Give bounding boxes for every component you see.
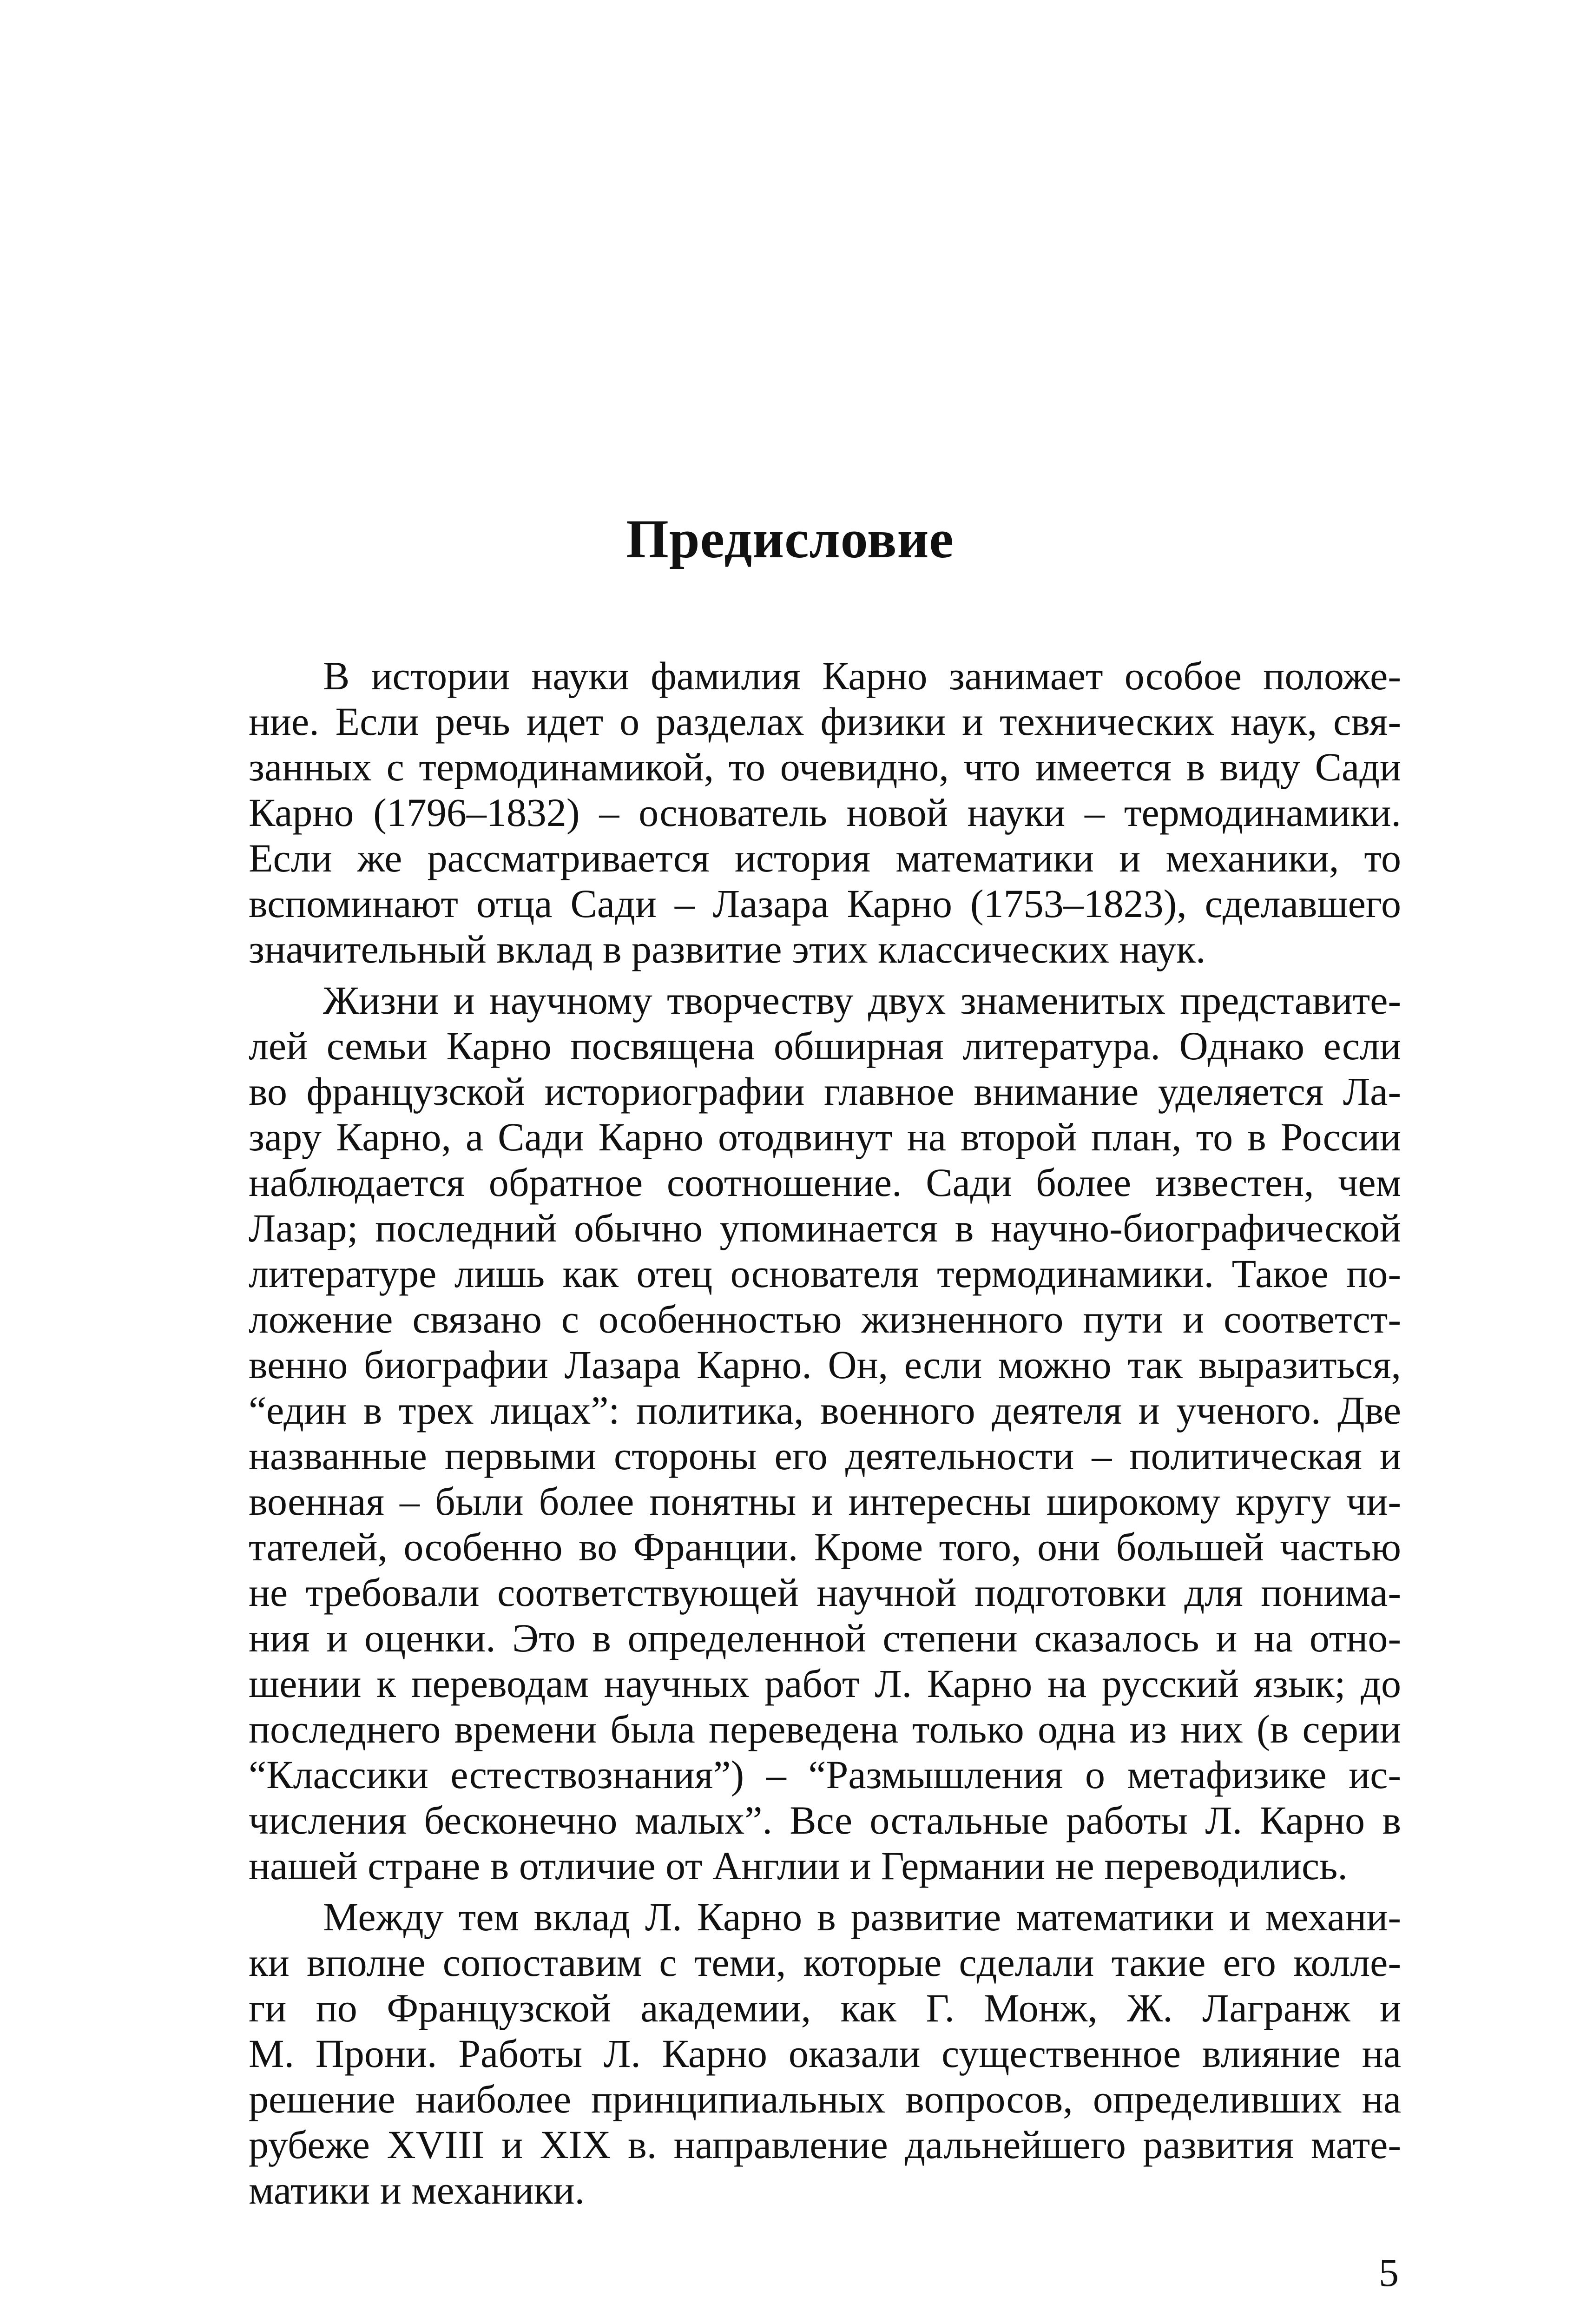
text-line: ки вполне сопоставим с теми, которые сделали такие его колле- bbox=[249, 1940, 1401, 1985]
text-line: зару Карно, а Сади Карно отодвинут на второй план, то в России bbox=[249, 1115, 1401, 1159]
text-line: числения бесконечно малых”. Все остальные работы Л. Карно в bbox=[249, 1798, 1401, 1842]
page-number: 5 bbox=[1379, 2250, 1399, 2295]
text-line: Между тем вклад Л. Карно в развитие математики и механи- bbox=[323, 1895, 1401, 1939]
text-line: во французской историографии главное внимание уделяется Ла- bbox=[249, 1069, 1401, 1114]
text-line: решение наиболее принципиальных вопросов, определивших на bbox=[249, 2077, 1401, 2121]
text-line: ния и оценки. Это в определенной степени сказалось и на отно- bbox=[249, 1616, 1401, 1660]
body-text bbox=[249, 653, 1401, 2218]
paragraph bbox=[249, 977, 1401, 1888]
text-line: лей семьи Карно посвящена обширная литература. Однако если bbox=[249, 1023, 1401, 1068]
text-line: наблюдается обратное соотношение. Сади более известен, чем bbox=[249, 1160, 1401, 1205]
text-line: нашей стране в отличие от Англии и Германии не переводились. bbox=[249, 1843, 1348, 1888]
text-line: В истории науки фамилия Карно занимает особое положе- bbox=[323, 654, 1401, 698]
text-line: названные первыми стороны его деятельности – политическая и bbox=[249, 1433, 1401, 1478]
text-line: последнего времени была переведена только одна из них (в серии bbox=[249, 1707, 1401, 1751]
text-line: ложение связано с особенностью жизненного пути и соответст- bbox=[249, 1297, 1401, 1341]
paragraph bbox=[249, 1894, 1401, 2213]
text-line: тателей, особенно во Франции. Кроме того, они большей частью bbox=[249, 1525, 1401, 1569]
text-line: шении к переводам научных работ Л. Карно на русский язык; до bbox=[249, 1661, 1401, 1706]
text-line: Карно (1796–1832) – основатель новой науки – термодинамики. bbox=[249, 790, 1401, 835]
text-line: М. Прони. Работы Л. Карно оказали существенное влияние на bbox=[249, 2031, 1401, 2076]
paragraph bbox=[249, 653, 1401, 972]
text-line: Лазар; последний обычно упоминается в научно-биографической bbox=[249, 1206, 1401, 1250]
text-line: “един в трех лицах”: политика, военного деятеля и ученого. Две bbox=[249, 1388, 1401, 1433]
text-line: рубеже XVIII и XIX в. направление дальнейшего развития мате- bbox=[249, 2122, 1401, 2167]
text-line: венно биографии Лазара Карно. Он, если можно так выразиться, bbox=[249, 1342, 1401, 1387]
text-line: значительный вклад в развитие этих классических наук. bbox=[249, 927, 1206, 971]
text-line: Жизни и научному творчеству двух знаменитых представите- bbox=[323, 978, 1401, 1023]
text-line: не требовали соответствующей научной подготовки для понима- bbox=[249, 1570, 1401, 1615]
text-line: “Классики естествознания”) – “Размышления о метафизике ис- bbox=[249, 1752, 1401, 1797]
chapter-heading: Предисловие bbox=[626, 508, 954, 569]
text-line: занных с термодинамикой, то очевидно, что имеется в виду Сади bbox=[249, 745, 1401, 789]
text-line: вспоминают отца Сади – Лазара Карно (1753–1823), сделавшего bbox=[249, 881, 1401, 926]
text-line: литературе лишь как отец основателя термодинамики. Такое по- bbox=[249, 1251, 1401, 1296]
text-line: ги по Французской академии, как Г. Монж, Ж. Лагранж и bbox=[249, 1986, 1401, 2030]
text-line: ние. Если речь идет о разделах физики и технических наук, свя- bbox=[249, 699, 1401, 744]
text-line: Если же рассматривается история математики и механики, то bbox=[249, 836, 1401, 880]
text-line: матики и механики. bbox=[249, 2168, 585, 2212]
text-line: военная – были более понятны и интересны широкому кругу чи- bbox=[249, 1479, 1401, 1524]
